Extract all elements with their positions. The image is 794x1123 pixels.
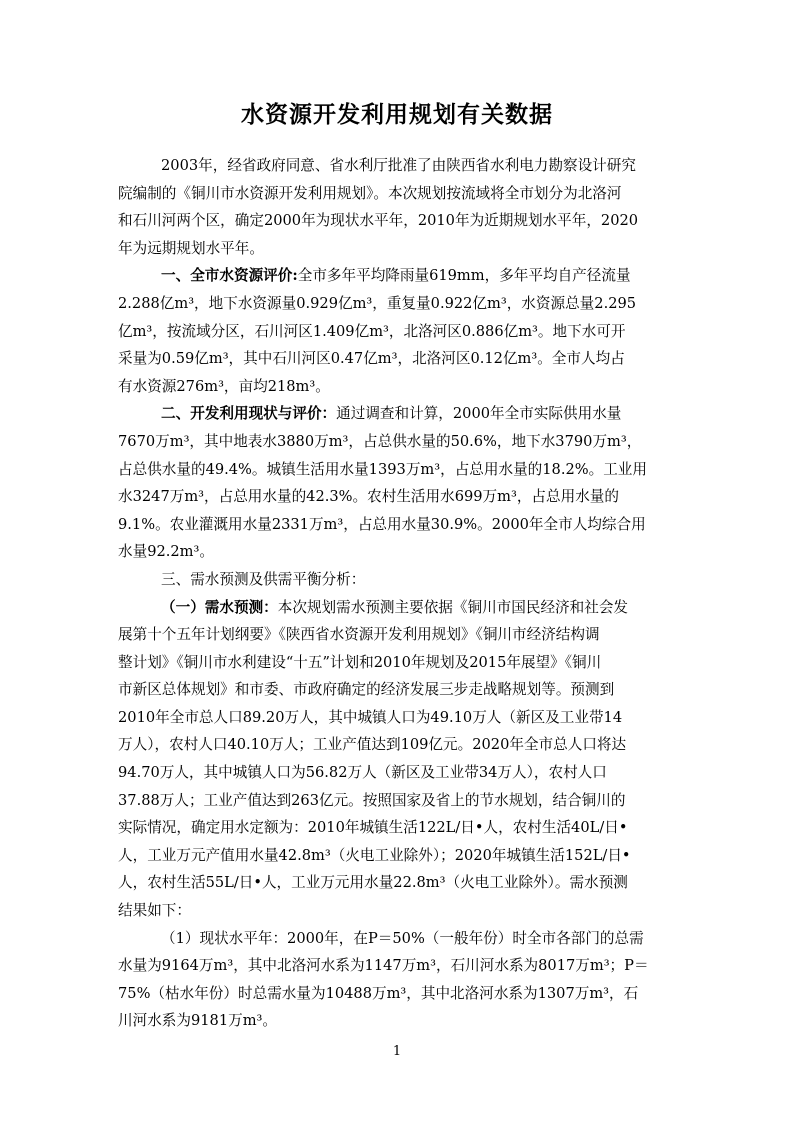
line-text: 结果如下： [118, 902, 191, 920]
text-line [118, 787, 688, 815]
text-line [118, 262, 688, 290]
line-text: 水3247万m³，占总用水量的42.3%。农村生活用水699万m³，占总用水量的 [118, 488, 619, 506]
text-line [118, 1007, 688, 1035]
line-text: 9.1%。农业灌溉用水量2331万m³，占总用水量30.9%。2000年全市人均综合用 [118, 515, 646, 533]
text-line [118, 483, 688, 511]
text-line [118, 621, 688, 649]
text-line [118, 925, 688, 953]
text-line [118, 731, 688, 759]
line-text: 2003年，经省政府同意、省水利厅批准了由陕西省水利电力勘察设计研究 [161, 157, 636, 174]
line-text: 和石川河两个区，确定2000年为现状水平年，2010年为近期规划水平年，2020 [118, 212, 639, 230]
text-line [118, 594, 688, 622]
text-line [118, 704, 688, 732]
line-text: 水量92.2m³。 [118, 543, 214, 561]
text-line [118, 207, 688, 235]
text-line [118, 180, 688, 208]
line-text: 三、需水预测及供需平衡分析： [161, 570, 366, 588]
line-text: 37.88万人；工业产值达到263亿元。按照国家及省上的节水规划，结合铜川的 [118, 791, 626, 809]
line-text: 7670万m³，其中地表水3880万m³，占总供水量的50.6%，地下水3790万m³， [118, 432, 642, 450]
text-line [118, 897, 688, 925]
line-text: 院编制的《铜川市水资源开发利用规划》。本次规划按流域将全市划分为北洛河 [118, 184, 622, 202]
line-text: 75%（枯水年份）时总需水量为10488万m³，其中北洛河水系为1307万m³，石 [118, 984, 639, 1002]
text-line [118, 345, 688, 373]
line-text: 本次规划需水预测主要依据《铜川市国民经济和社会发 [277, 598, 629, 616]
section-heading: 二、开发利用现状与评价： [161, 405, 337, 423]
line-text: 通过调查和计算，2000年全市实际供用水量 [336, 405, 622, 423]
text-line [118, 842, 688, 870]
line-text: 94.70万人，其中城镇人口为56.82万人（新区及工业带34万人），农村人口 [118, 764, 607, 782]
text-line [118, 456, 688, 484]
text-line [118, 428, 688, 456]
text-line [118, 538, 688, 566]
section-heading: 一、全市水资源评价: [161, 267, 298, 285]
paragraph-section-1 [118, 262, 688, 400]
paragraph-section-3-1-item-1 [118, 925, 688, 1035]
text-line [118, 814, 688, 842]
text-line [118, 511, 688, 539]
text-line [118, 649, 688, 677]
text-line [118, 566, 688, 594]
page-number: 1 [392, 1044, 402, 1059]
line-text: 2.288亿m³，地下水资源量0.929亿m³，重复量0.922亿m³，水资源总量2.295 [118, 294, 637, 312]
line-text: 年为远期规划水平年。 [118, 239, 264, 257]
text-line [118, 952, 688, 980]
line-text: 亿m³，按流域分区，石川河区1.409亿m³，北洛河区0.886亿m³。地下水可开 [118, 322, 626, 340]
paragraph-section-3-1 [118, 594, 688, 925]
document-title: 水资源开发利用规划有关数据 [241, 101, 553, 128]
text-line [118, 676, 688, 704]
line-text: 水量为9164万m³，其中北洛河水系为1147万m³，石川河水系为8017万m³；P＝ [118, 957, 649, 975]
paragraph-section-2 [118, 400, 688, 566]
document-body [118, 152, 688, 1035]
text-line [118, 290, 688, 318]
line-text: 全市多年平均降雨量619mm，多年平均自产径流量 [297, 267, 631, 285]
line-text: 展第十个五年计划纲要》《陕西省水资源开发利用规划》《铜川市经济结构调 [118, 626, 600, 644]
paragraph-intro [118, 152, 688, 262]
text-line [118, 373, 688, 401]
line-text: 整计划》《铜川市水利建设“十五”计划和2010年规划及2015年展望》《铜川 [118, 653, 602, 671]
line-text: （1）现状水平年：2000年，在P＝50%（一般年份）时全市各部门的总需 [161, 929, 644, 947]
line-text: 川河水系为9181万m³。 [118, 1012, 277, 1030]
line-text: 市新区总体规划》和市委、市政府确定的经济发展三步走战略规划等。预测到 [118, 681, 615, 699]
line-text: 万人），农村人口40.10万人；工业产值达到109亿元。2020年全市总人口将达 [118, 736, 627, 754]
text-line [118, 318, 688, 346]
text-line [118, 152, 688, 180]
text-line [118, 759, 688, 787]
line-text: 人，工业万元产值用水量42.8m³（火电工业除外）；2020年城镇生活152L/日• [118, 846, 631, 864]
line-text: 2010年全市总人口89.20万人，其中城镇人口为49.10万人（新区及工业带14 [118, 708, 623, 726]
text-line [118, 980, 688, 1008]
section-heading: （一）需水预测： [161, 598, 278, 616]
line-text: 采量为0.59亿m³，其中石川河区0.47亿m³，北洛河区0.12亿m³。全市人均占 [118, 350, 625, 368]
text-line [118, 400, 688, 428]
line-text: 实际情况，确定用水定额为：2010年城镇生活122L/日•人，农村生活40L/日• [118, 819, 628, 837]
line-text: 人，农村生活55L/日•人，工业万元用水量22.8m³（火电工业除外）。需水预测 [118, 874, 628, 892]
paragraph-section-3-heading [118, 566, 688, 594]
line-text: 占总供水量的49.4%。城镇生活用水量1393万m³，占总用水量的18.2%。工业用 [118, 460, 647, 478]
text-line [118, 869, 688, 897]
text-line [118, 235, 688, 263]
line-text: 有水资源276m³，亩均218m³。 [118, 377, 330, 395]
